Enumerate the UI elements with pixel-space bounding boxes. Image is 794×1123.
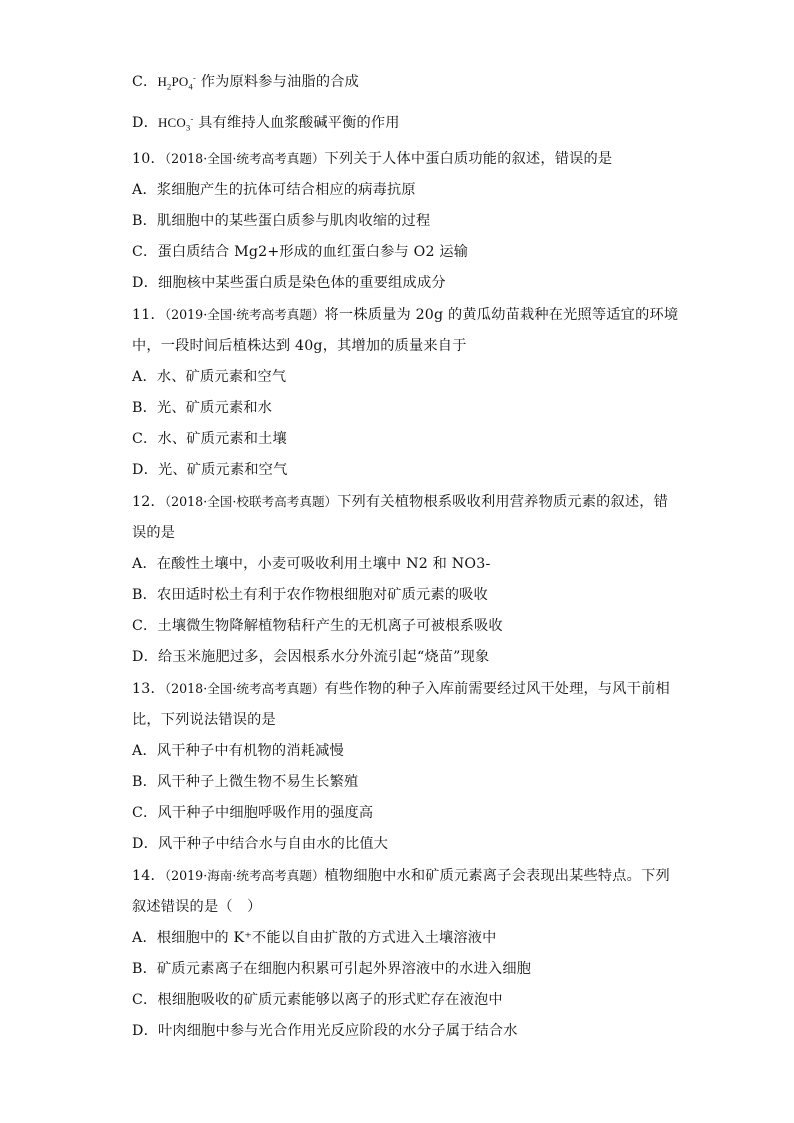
option-c: C．蛋白质结合 Mg2+形成的血红蛋白参与 O2 运输	[132, 244, 469, 260]
question-number: 11．	[132, 307, 165, 323]
question-source: （2019·全国·统考高考真题）	[164, 307, 325, 322]
question-stem	[132, 493, 669, 511]
option-letter: C．	[132, 74, 158, 90]
option-c: C．土壤微生物降解植物秸秆产生的无机离子可被根系吸收	[132, 618, 503, 634]
option-text: 作为原料参与油脂的合成	[200, 74, 359, 90]
chem-formula: $HCO_3^-$	[157, 113, 194, 133]
option-c: C．风干种子中细胞呼吸作用的强度高	[132, 805, 374, 821]
question-text: 有些作物的种子入库前需要经过风干处理，与风干前相	[324, 681, 670, 697]
question-number: 12．	[132, 494, 165, 510]
question-source: （2018·全国·校联考高考真题）	[164, 494, 338, 509]
option-text: 具有维持人血浆酸碱平衡的作用	[198, 115, 400, 131]
option-b: B．肌细胞中的某些蛋白质参与肌肉收缩的过程	[132, 213, 431, 229]
option-letter: D．	[132, 115, 158, 131]
option-b: B．光、矿质元素和水	[132, 400, 273, 416]
option-b: B．矿质元素离子在细胞内积累可引起外界溶液中的水进入细胞	[132, 961, 532, 977]
chem-formula: $H_2PO_4^-$	[157, 72, 197, 92]
question-number: 10．	[132, 151, 165, 167]
question-stem	[132, 306, 679, 324]
question-text: 将一株质量为 20g 的黄瓜幼苗栽种在光照等适宜的环境	[324, 307, 679, 323]
question-stem	[132, 150, 664, 168]
option-b: B．农田适时松土有利于农作物根细胞对矿质元素的吸收	[132, 587, 488, 603]
option-c: C．水、矿质元素和土壤	[132, 431, 287, 447]
option-a: A．在酸性土壤中，小麦可吸收利用土壤中 N2 和 NO3-	[132, 556, 491, 572]
question-stem	[132, 867, 670, 885]
question-text: 植物细胞中水和矿质元素离子会表现出某些特点。下列	[324, 868, 670, 884]
question-text-continued: 中，一段时间后植株达到 40g，其增加的质量来自于	[132, 338, 467, 354]
option-c: C．根细胞吸收的矿质元素能够以离子的形式贮存在液泡中	[132, 992, 503, 1008]
option-d: D．风干种子中结合水与自由水的比值大	[132, 836, 389, 852]
question-text-continued: 比，下列说法错误的是	[132, 712, 276, 728]
option-a: A．水、矿质元素和空气	[132, 369, 287, 385]
question-number: 13．	[132, 681, 165, 697]
option-c-fragment	[132, 73, 664, 91]
question-number: 14．	[132, 868, 165, 884]
question-stem	[132, 680, 670, 698]
question-text-continued: 误的是	[132, 525, 176, 541]
option-d: D．细胞核中某些蛋白质是染色体的重要组成成分	[132, 275, 446, 291]
option-a: A．根细胞中的 K⁺不能以自由扩散的方式进入土壤溶液中	[132, 930, 497, 946]
option-d: D．叶肉细胞中参与光合作用光反应阶段的水分子属于结合水	[132, 1023, 518, 1039]
option-d-fragment	[132, 114, 664, 132]
option-a: A．浆细胞产生的抗体可结合相应的病毒抗原	[132, 182, 416, 198]
question-text: 下列关于人体中蛋白质功能的叙述，错误的是	[324, 151, 613, 167]
question-source: （2018·全国·统考高考真题）	[164, 681, 325, 696]
question-source: （2019·海南·统考高考真题）	[164, 868, 325, 883]
option-d: D．光、矿质元素和空气	[132, 462, 288, 478]
option-b: B．风干种子上微生物不易生长繁殖	[132, 774, 359, 790]
option-a: A．风干种子中有机物的消耗减慢	[132, 743, 344, 759]
question-source: （2018·全国·统考高考真题）	[164, 151, 325, 166]
question-text: 下列有关植物根系吸收利用营养物质元素的叙述，错	[337, 494, 669, 510]
option-d: D．给玉米施肥过多，会因根系水分外流引起“烧苗”现象	[132, 649, 490, 665]
question-text-continued: 叙述错误的是（ ）	[132, 899, 262, 915]
